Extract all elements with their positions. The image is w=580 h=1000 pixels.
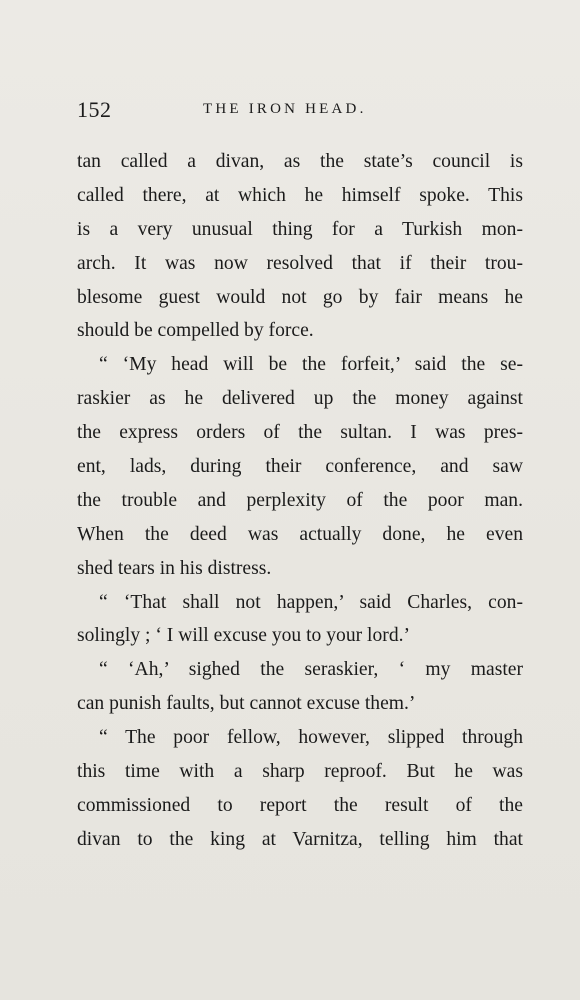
text-line: should be compelled by force. <box>77 320 314 342</box>
text-line: the express orders of the sultan. I was pres- <box>77 422 523 444</box>
text-line: “ ‘That shall not happen,’ said Charles, con- <box>99 591 523 613</box>
text-line: arch. It was now resolved that if their trou- <box>77 252 523 274</box>
text-line: ent, lads, during their conference, and saw <box>77 456 523 478</box>
page-header <box>77 97 523 127</box>
text-line: can punish faults, but cannot excuse them.’ <box>77 693 416 715</box>
text-line: When the deed was actually done, he even <box>77 523 523 545</box>
text-line: solingly ; ‘ I will excuse you to your lord.’ <box>77 625 411 647</box>
text-line: “ ‘Ah,’ sighed the seraskier, ‘ my master <box>99 659 523 681</box>
text-line: “ The poor fellow, however, slipped through <box>99 727 523 749</box>
running-head: THE IRON HEAD. <box>203 101 367 117</box>
text-line: shed tears in his distress. <box>77 557 272 579</box>
text-line: divan to the king at Varnitza, telling him that <box>77 828 523 850</box>
text-line: raskier as he delivered up the money against <box>77 388 523 410</box>
text-line: called there, at which he himself spoke. This <box>77 184 523 206</box>
text-line: “ ‘My head will be the forfeit,’ said the se- <box>99 354 523 376</box>
page-number: 152 <box>77 97 112 122</box>
text-line: blesome guest would not go by fair means he <box>77 286 523 308</box>
text-line: commissioned to report the result of the <box>77 794 523 816</box>
text-line: this time with a sharp reproof. But he was <box>77 761 523 783</box>
text-line: the trouble and perplexity of the poor man. <box>77 489 523 511</box>
text-line: is a very unusual thing for a Turkish mon- <box>77 218 523 240</box>
body-text <box>77 145 523 857</box>
text-line: tan called a divan, as the state’s council is <box>77 151 523 172</box>
